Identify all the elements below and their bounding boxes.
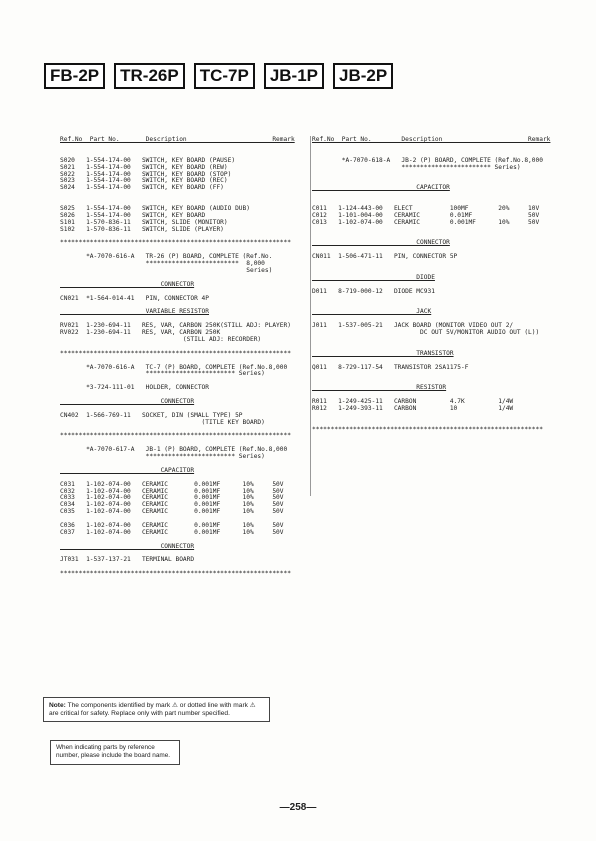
parts-list-line: *A-7070-616-A TC-7 (P) BOARD, COMPLETE (Ref.No.8,000 (60, 363, 288, 371)
parts-list-line (312, 144, 562, 151)
parts-list-line: S102 1-570-836-11 SWITCH, SLIDE (PLAYER) (60, 225, 224, 233)
parts-list-line: S101 1-570-836-11 SWITCH, SLIDE (MONITOR) (60, 218, 228, 226)
section-heading: CONNECTOR (60, 542, 195, 550)
reference-note: When indicating parts by reference number, please include the board name. (50, 740, 180, 765)
parts-list-line: C032 1-102-074-00 CERAMIC 0.001MF 10% 50V (60, 487, 284, 495)
section-heading: CONNECTOR (60, 397, 195, 405)
parts-list-line: DC OUT 5V/MONITOR AUDIO OUT (L)) (312, 329, 540, 337)
parts-list-line: S025 1-554-174-00 SWITCH, KEY BOARD (AUDIO DUB) (60, 205, 250, 213)
parts-list-right (312, 137, 562, 433)
parts-list-line (60, 192, 310, 199)
section-heading: CONNECTOR (312, 239, 450, 247)
parts-list-line: ************************************************************** (60, 432, 291, 440)
column-divider (310, 136, 311, 496)
parts-list-line: JT031 1-537-137-21 TERMINAL BOARD (60, 556, 195, 564)
parts-list-line: ************************************************************** (60, 239, 291, 247)
parts-list-line: *A-7070-618-A JB-2 (P) BOARD, COMPLETE (Ref.No.8,000 (312, 156, 543, 164)
parts-list-line: C011 1-124-443-00 ELECT 100MF 20% 10V (312, 205, 540, 213)
parts-list-line (312, 261, 562, 268)
model-badge-jb1p: JB-1P (264, 63, 324, 89)
section-heading: CONNECTOR (60, 280, 195, 288)
parts-list-line: C031 1-102-074-00 CERAMIC 0.001MF 10% 50V (60, 480, 284, 488)
parts-list-line: (STILL ADJ: RECORDER) (60, 335, 262, 343)
parts-list-line: S026 1-554-174-00 SWITCH, KEY BOARD (60, 211, 206, 219)
parts-list-line (312, 371, 562, 378)
section-heading: RESISTOR (312, 384, 447, 392)
model-badges (44, 63, 393, 89)
model-badge-tc7p: TC-7P (194, 63, 255, 89)
note-label: Note: (49, 702, 66, 709)
section-heading: VARIABLE RESISTOR (60, 308, 210, 316)
parts-list-line: C012 1-101-004-00 CERAMIC 0.01MF 50V (312, 211, 540, 219)
parts-list-line: S020 1-554-174-00 SWITCH, KEY BOARD (PAUSE) (60, 156, 236, 164)
parts-list-line: ************************ Series) (60, 453, 265, 461)
column-header-left: Ref.No Part No. Description Remark (60, 136, 295, 143)
parts-list-line: (TITLE KEY BOARD) (60, 418, 265, 426)
parts-list-line: C033 1-102-074-00 CERAMIC 0.001MF 10% 50V (60, 494, 284, 502)
section-heading: DIODE (312, 273, 435, 281)
safety-note (43, 697, 270, 722)
parts-list-line: C034 1-102-074-00 CERAMIC 0.001MF 10% 50V (60, 501, 284, 509)
parts-list-line (312, 227, 562, 234)
section-heading: JACK (312, 308, 432, 316)
parts-list-line (312, 296, 562, 303)
parts-list-line: *3-724-111-01 HOLDER, CONNECTOR (60, 384, 210, 392)
parts-list-line: ************************ Series) (60, 370, 265, 378)
parts-list-line: C037 1-102-074-00 CERAMIC 0.001MF 10% 50V (60, 528, 284, 536)
parts-list-line: ************************* 8,000 (60, 260, 265, 268)
parts-list-line: Q011 8-729-117-54 TRANSISTOR 2SA1175-F (312, 363, 469, 371)
parts-list-line: CN011 1-506-471-11 PIN, CONNECTOR 5P (312, 253, 458, 261)
parts-list-line: CN402 1-566-769-11 SOCKET, DIN (SMALL TYPE) 5P (60, 411, 243, 419)
column-header-right: Ref.No Part No. Description Remark (312, 136, 551, 143)
parts-list-line (60, 144, 310, 151)
parts-list-line: R011 1-249-425-11 CARBON 4.7K 1/4W (312, 397, 514, 405)
section-heading: CAPACITOR (312, 184, 450, 192)
parts-list-line: S024 1-554-174-00 SWITCH, KEY BOARD (FF) (60, 184, 224, 192)
parts-list-line: RV022 1-230-694-11 RES, VAR, CARBON 250K (60, 329, 221, 337)
parts-list-line: J011 1-537-005-21 JACK BOARD (MONITOR VIDEO OUT 2/ (312, 322, 514, 330)
parts-list-line: C035 1-102-074-00 CERAMIC 0.001MF 10% 50V (60, 508, 284, 516)
parts-list-line: ************************************************************** (312, 425, 543, 433)
parts-list-line: C036 1-102-074-00 CERAMIC 0.001MF 10% 50V (60, 521, 284, 529)
parts-list-line (312, 413, 562, 420)
section-heading: CAPACITOR (60, 466, 195, 474)
parts-list-line: D011 8-719-000-12 DIODE MC931 (312, 287, 435, 295)
parts-list-line (312, 172, 562, 179)
parts-list-left (60, 137, 310, 578)
parts-list-line: S023 1-554-174-00 SWITCH, KEY BOARD (REC) (60, 177, 228, 185)
page-number: —258— (279, 802, 317, 813)
parts-list-line: Series) (60, 267, 273, 275)
model-badge-tr26p: TR-26P (114, 63, 185, 89)
parts-list-line: R012 1-249-393-11 CARBON 10 1/4W (312, 404, 514, 412)
parts-list-line: ************************ Series) (312, 163, 521, 171)
parts-list-line: CN021 *1-564-014-41 PIN, CONNECTOR 4P (60, 294, 210, 302)
section-heading: TRANSISTOR (312, 349, 454, 357)
parts-list-line: *A-7070-616-A TR-26 (P) BOARD, COMPLETE (Ref.No. (60, 253, 273, 261)
parts-list-line (312, 337, 562, 344)
parts-list-line: S022 1-554-174-00 SWITCH, KEY BOARD (STOP) (60, 170, 232, 178)
parts-list-line: S021 1-554-174-00 SWITCH, KEY BOARD (REW) (60, 163, 228, 171)
note-text: The components identified by mark ⚠ or dotted line with mark ⚠ are critical for safety. Replace only with part number specified. (49, 702, 256, 717)
model-badge-fb2p: FB-2P (44, 63, 105, 89)
parts-list-line: ************************************************************** (60, 570, 291, 578)
parts-list-line (312, 192, 562, 199)
parts-list-line: C013 1-102-074-00 CERAMIC 0.001MF 10% 50V (312, 218, 540, 226)
parts-list-line: *A-7070-617-A JB-1 (P) BOARD, COMPLETE (Ref.No.8,000 (60, 446, 288, 454)
parts-list-line: ************************************************************** (60, 349, 291, 357)
model-badge-jb2p: JB-2P (333, 63, 393, 89)
parts-list-line: RV021 1-230-694-11 RES, VAR, CARBON 250K(STILL ADJ: PLAYER) (60, 322, 291, 330)
